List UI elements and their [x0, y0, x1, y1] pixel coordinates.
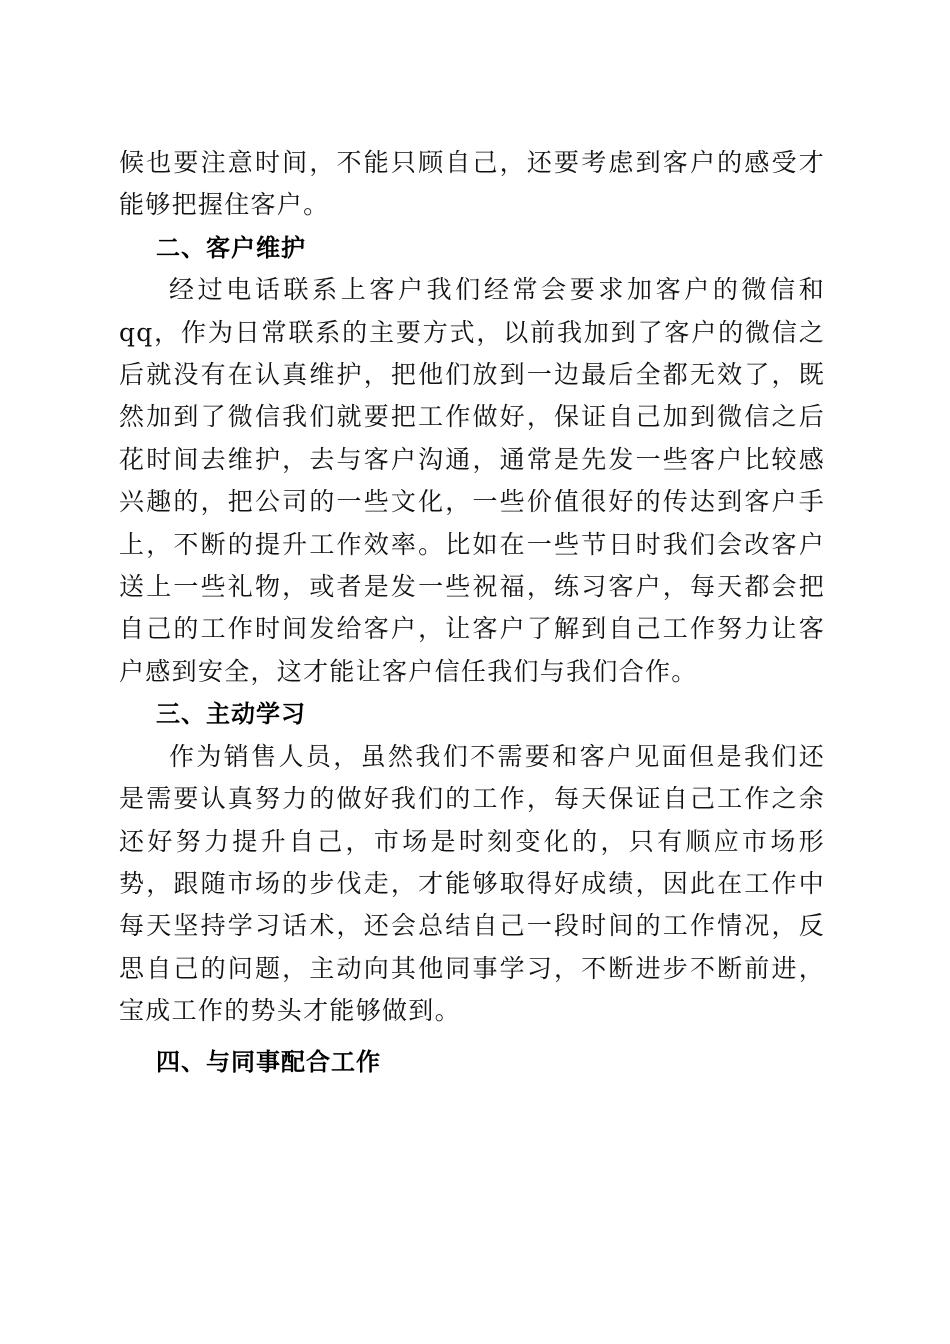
section-body-active-learning: 作为销售人员，虽然我们不需要和客户见面但是我们还是需要认真努力的做好我们的工作，每天保证自己工作之余还好努力提升自己，市场是时刻变化的，只有顺应市场形势，跟随市场的步伐走，才能够取得好成绩，因此在工作中每天坚持学习话术，还会总结自己一段时间的工作情况，反思自己的问题，主动向其他同事学习，不断进步不断前进，宝成工作的势头才能够做到。 — [119, 741, 825, 1026]
document-body — [119, 142, 825, 1083]
section-heading-colleague-cooperation: 四、与同事配合工作 — [156, 1047, 381, 1076]
paragraph-continuation: 候也要注意时间，不能只顾自己，还要考虑到客户的感受才能够把握住客户。 — [119, 148, 825, 220]
section-heading-customer-maintenance: 二、客户维护 — [156, 233, 306, 262]
section-body-customer-maintenance: 经过电话联系上客户我们经常会要求加客户的微信和qq，作为日常联系的主要方式，以前我加到了客户的微信之后就没有在认真维护，把他们放到一边最后全都无效了，既然加到了微信我们就要把工作做好，保证自己加到微信之后花时间去维护，去与客户沟通，通常是先发一些客户比较感兴趣的，把公司的一些文化，一些价值很好的传达到客户手上，不断的提升工作效率。比如在一些节日时我们会改客户送上一些礼物，或者是发一些祝福，练习客户，每天都会把自己的工作时间发给客户，让客户了解到自己工作努力让客户感到安全，这才能让客户信任我们与我们合作。 — [119, 275, 825, 686]
section-heading-active-learning: 三、主动学习 — [156, 700, 306, 729]
